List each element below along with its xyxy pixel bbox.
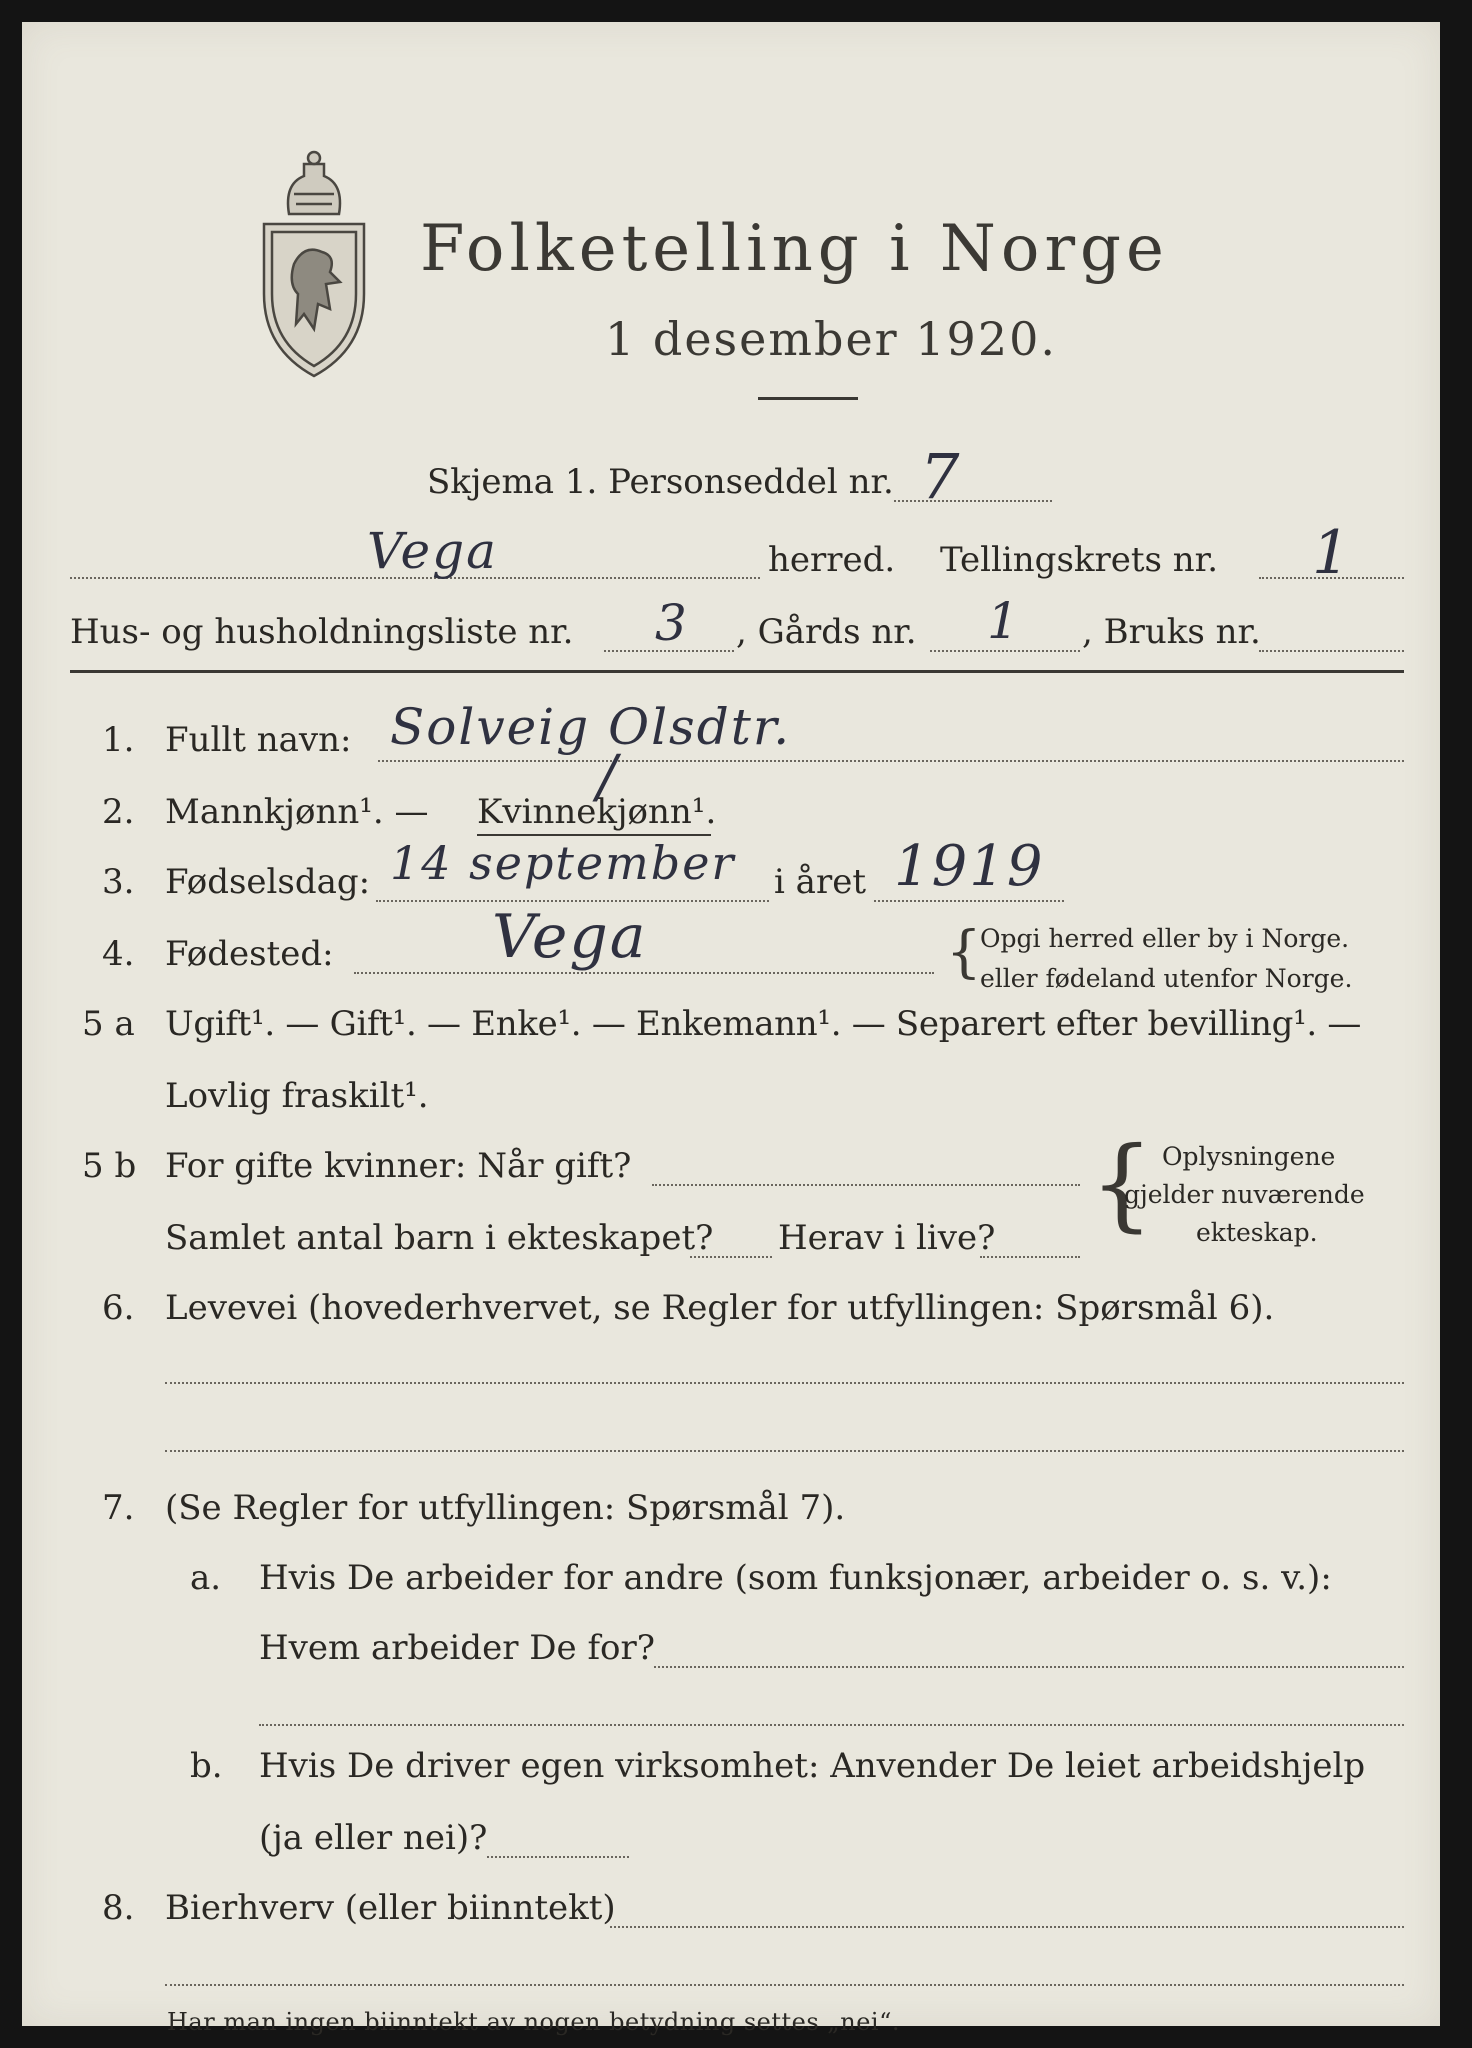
q5b-children-line xyxy=(690,1256,772,1258)
q8-number: 8. xyxy=(102,1888,135,1928)
q3-label: Fødselsdag: xyxy=(165,862,371,902)
q5b-children-label: Samlet antal barn i ekteskapet? xyxy=(165,1218,714,1258)
schema-label: Skjema 1. Personseddel nr. xyxy=(427,462,894,502)
tellingskrets-label: Tellingskrets nr. xyxy=(940,540,1219,580)
q6-line-2 xyxy=(165,1450,1404,1452)
q4-label: Fødested: xyxy=(165,934,334,974)
q6-line-1 xyxy=(165,1382,1404,1384)
q7a-line-2 xyxy=(259,1724,1404,1726)
q3-day-value: 14 september xyxy=(390,836,736,890)
norwegian-coat-of-arms-icon xyxy=(244,144,384,384)
form-title: Folketelling i Norge xyxy=(420,212,1169,286)
gards-line xyxy=(930,650,1080,652)
header-rule xyxy=(70,670,1404,673)
q1-value: Solveig Olsdtr. xyxy=(390,698,792,756)
q4-line xyxy=(354,972,934,974)
q7a-employer-label: Hvem arbeider De for? xyxy=(259,1628,655,1668)
household-list-label: Hus- og husholdningsliste nr. xyxy=(70,612,574,652)
q4-note-1: Opgi herred eller by i Norge. xyxy=(980,924,1350,953)
q5b-note-2: gjelder nuværende xyxy=(1124,1180,1365,1209)
q7-number: 7. xyxy=(102,1488,135,1528)
q7b-yesno-label: (ja eller nei)? xyxy=(259,1818,488,1858)
schema-number-value: 7 xyxy=(920,440,962,513)
bruks-label: , Bruks nr. xyxy=(1082,612,1261,652)
q5b-number: 5 b xyxy=(82,1146,137,1186)
household-list-value: 3 xyxy=(655,594,689,652)
q7b-text: Hvis De driver egen virksomhet: Anvender De leiet arbeidshjelp xyxy=(259,1746,1366,1786)
q1-label: Fullt navn: xyxy=(165,720,352,760)
q8-line-2 xyxy=(165,1984,1404,1986)
q5a-options-cont: Lovlig fraskilt¹. xyxy=(165,1076,429,1116)
q6-number: 6. xyxy=(102,1288,135,1328)
q8-label: Bierhverv (eller biinntekt) xyxy=(165,1888,616,1928)
gards-value: 1 xyxy=(987,592,1021,650)
census-form-sheet xyxy=(22,22,1440,2036)
q3-number: 3. xyxy=(102,862,135,902)
q7b-yesno-line xyxy=(487,1856,629,1858)
q2-mark: / xyxy=(597,742,619,810)
q5b-alive-line xyxy=(980,1256,1080,1258)
q4-brace: { xyxy=(946,920,982,985)
q5b-alive-label: Herav i live? xyxy=(778,1218,996,1258)
title-divider xyxy=(758,397,858,400)
q4-number: 4. xyxy=(102,934,135,974)
q7a-employer-line xyxy=(654,1666,1404,1668)
q5b-brace: { xyxy=(1090,1125,1154,1242)
q1-line xyxy=(378,760,1404,762)
q2-number: 2. xyxy=(102,792,135,832)
q5b-married-label: For gifte kvinner: Når gift? xyxy=(165,1146,632,1186)
q8-line xyxy=(610,1926,1404,1928)
q5b-note-1: Oplysningene xyxy=(1162,1142,1336,1171)
q3-year-line xyxy=(874,900,1064,902)
bruks-line xyxy=(1259,650,1404,652)
form-date: 1 desember 1920. xyxy=(605,312,1057,366)
tellingskrets-value: 1 xyxy=(1312,518,1353,588)
q6-label: Levevei (hovederhvervet, se Regler for utfyllingen: Spørsmål 6). xyxy=(165,1288,1275,1328)
q5b-note-3: ekteskap. xyxy=(1196,1218,1318,1247)
q1-number: 1. xyxy=(102,720,135,760)
q3-year-label: i året xyxy=(774,862,866,902)
q7-label: (Se Regler for utfyllingen: Spørsmål 7). xyxy=(165,1488,846,1528)
herred-value: Vega xyxy=(367,522,498,580)
q5a-number: 5 a xyxy=(82,1004,135,1044)
q7a-letter: a. xyxy=(190,1558,222,1598)
q5a-options: Ugift¹. — Gift¹. — Enke¹. — Enkemann¹. — Separert efter bevilling¹. — xyxy=(165,1004,1362,1044)
schema-number-line xyxy=(894,500,1052,502)
q4-note-2: eller fødeland utenfor Norge. xyxy=(980,964,1353,993)
q7a-text: Hvis De arbeider for andre (som funksjonær, arbeider o. s. v.): xyxy=(259,1558,1332,1598)
q4-value: Vega xyxy=(492,902,648,972)
q3-year-value: 1919 xyxy=(894,834,1045,899)
q5b-married-line xyxy=(652,1184,1080,1186)
q7b-letter: b. xyxy=(190,1746,223,1786)
q2-label-female: Kvinnekjønn¹. xyxy=(477,792,717,832)
footer-note: Har man ingen biinntekt av nogen betydning settes „nei“. xyxy=(167,2008,900,2036)
herred-label: herred. xyxy=(768,540,896,580)
gards-label: , Gårds nr. xyxy=(736,612,917,652)
q2-label-male: Mannkjønn¹. — xyxy=(165,792,429,832)
